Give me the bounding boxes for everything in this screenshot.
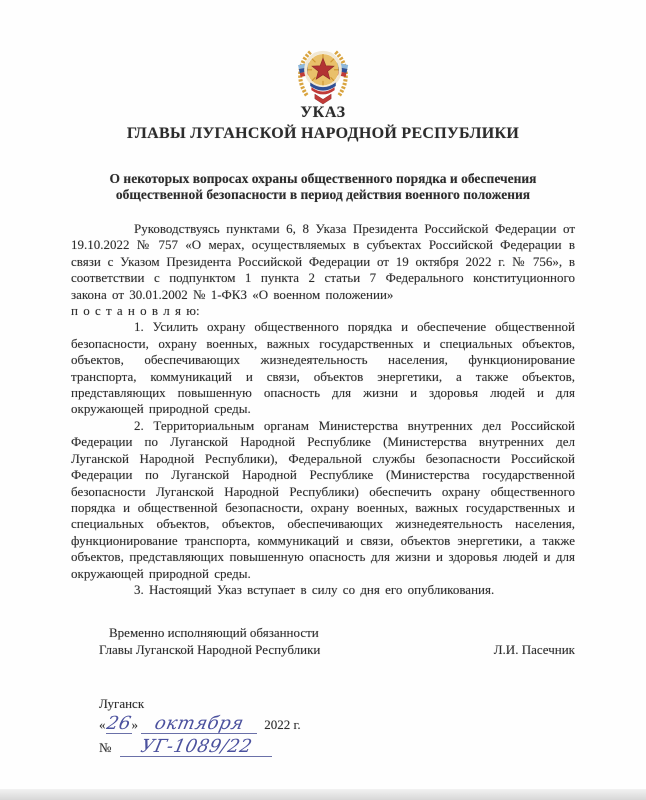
subject-line-1: О некоторых вопросах охраны общественного порядка и обеспечения: [109, 171, 537, 186]
issue-city: Луганск: [99, 696, 145, 711]
handwritten-day: 26: [104, 713, 133, 734]
signer-name: Л.И. Пасечник: [493, 641, 575, 657]
emblem-container: [0, 43, 646, 107]
quote-close: »: [131, 717, 138, 732]
signer-position-line-1: Временно исполняющий обязанности: [109, 625, 319, 640]
paragraph-2: 2. Территориальным органам Министерства внутренних дел Российской Федерации по Луганской Народной Республике (Министерства внутренних дел Луганской Народной Республики), Федеральной службы безопасности Российской Федерации по Луганской Народной Республике (Министерства государственной безопасности Луганской Народной Республики) обеспечить охрану общественного порядка и общественной безопасности, охрану военных, важных государственных и специальных объектов, объектов, обеспечивающих жизнедеятельность населения, функционирование транспорта, коммуникаций и связи, объектов энергетики, а также объектов, представляющих повышенную опасность для жизни и здоровья людей и для окружающей природной среды.: [71, 417, 575, 581]
preamble-paragraph: Руководствуясь пунктами 6, 8 Указа Президента Российской Федерации от 19.10.2022 № 757 «О мерах, осуществляемых в субъектах Российской Федерации в связи с Указом Президента Российской Федерации от 19 октября 2022 г. № 756», в соответствии с подпунктом 1 пункта 2 статьи 7 Федерального конституционного закона от 30.01.2002 № 1-ФКЗ «О военном положении»: [71, 221, 575, 302]
day-blank: [104, 713, 133, 734]
document-title: [0, 104, 646, 143]
title-issuer: ГЛАВЫ ЛУГАНСКОЙ НАРОДНОЙ РЕСПУБЛИКИ: [126, 125, 520, 142]
title-ukaz: УКАЗ: [300, 104, 346, 121]
number-blank: [120, 736, 272, 757]
issue-year: 2022 г.: [264, 717, 301, 732]
scan-bottom-edge: [0, 789, 646, 800]
handwritten-number: УГ-1089/22: [138, 736, 254, 757]
document-subject: [72, 171, 574, 203]
lnr-coat-of-arms-icon: [294, 43, 352, 107]
document-footer: [99, 696, 301, 763]
paragraph-1: 1. Усилить охрану общественного порядка и обеспечение общественной безопасности, охрану военных, важных государственных и специальных объектов, объектов, обеспечивающих жизнедеятельность населения, функционирование транспорта, коммуникаций и связи, объектов энергетики, а также объектов, представляющих повышенную опасность для жизни и здоровья людей и для окружающей природной среды.: [71, 319, 575, 417]
number-sign: №: [99, 740, 112, 755]
signer-position-line-2: Главы Луганской Народной Республики: [99, 641, 321, 657]
signature-block: [99, 625, 575, 658]
document-body: [71, 221, 575, 598]
subject-line-2: общественной безопасности в период действия военного положения: [115, 187, 531, 202]
paragraph-3: 3. Настоящий Указ вступает в силу со дня его опубликования.: [134, 581, 495, 597]
quote-open: «: [99, 717, 106, 732]
month-blank: [141, 713, 257, 734]
resolve-word: п о с т а н о в л я ю:: [71, 303, 200, 319]
signer-position: [99, 625, 320, 658]
decree-number-line: [99, 736, 301, 763]
handwritten-month: октября: [152, 713, 246, 734]
